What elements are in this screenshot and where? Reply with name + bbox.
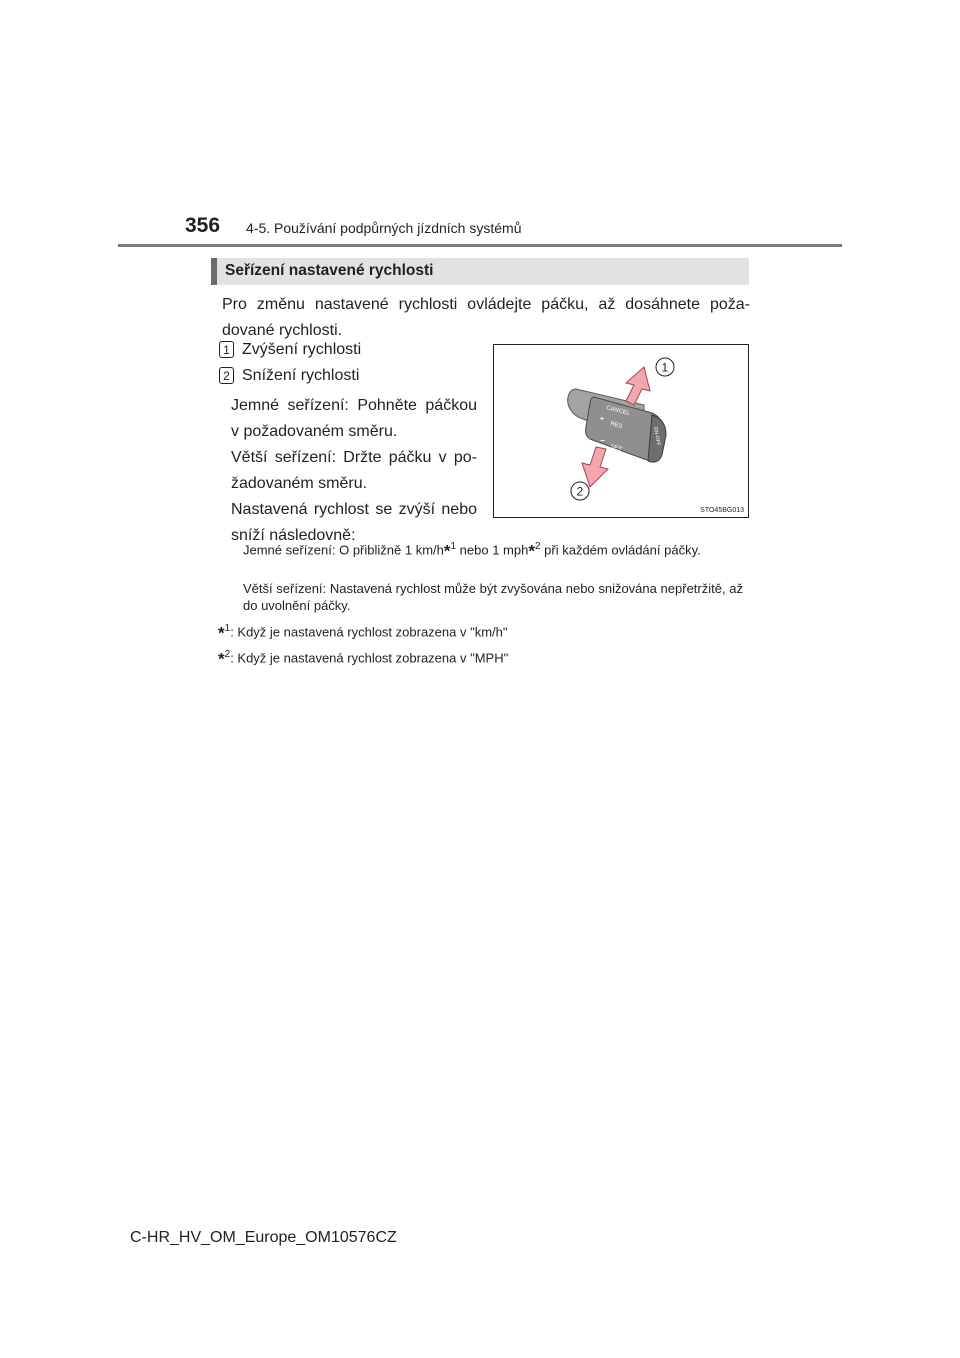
plus-label: + (600, 416, 605, 423)
fine-adjust-paragraph: Jemné seřízení: Pohněte páčkou v požadovaném směru. (231, 397, 477, 440)
header-rule (118, 244, 842, 247)
fine-detail-c: při každém ovládání páčky. (544, 542, 701, 558)
onoff-label: ON·OFF (652, 426, 662, 447)
increase-arrow (626, 367, 650, 405)
lever-diagram (494, 345, 748, 517)
lever-illustration (493, 344, 749, 518)
step-2-label: Snížení rychlosti (242, 367, 360, 384)
step-1-label: Zvýšení rychlosti (242, 341, 362, 358)
callout-2: 2 (576, 484, 584, 499)
cancel-label: CANCEL (605, 405, 631, 418)
footer-doc-id: C-HR_HV_OM_Europe_OM10576CZ (130, 1229, 397, 1246)
chapter-title: 4-5. Používání podpůrných jízdních systémů (246, 220, 522, 236)
footnote-1-num: 1 (224, 623, 231, 634)
footnote-1-text: : Když je nastavená rychlost zobrazena v "km/h" (230, 624, 508, 640)
result-paragraph: Nastavená rychlost se zvýší nebo sníží následovně: (231, 501, 477, 544)
footnote-2-text: : Když je nastavená rychlost zobrazena v "MPH" (230, 650, 509, 666)
minus-label: − (600, 436, 605, 445)
decrease-arrow (582, 447, 608, 487)
intro-paragraph: Pro změnu nastavené rychlosti ovládejte páčku, až dosáhnete poža-dované rychlosti. (222, 296, 750, 339)
fine-adjust-detail (243, 538, 743, 559)
res-label: RES (609, 421, 623, 431)
footnote-1 (218, 620, 508, 641)
fine-detail-a: Jemné seřízení: O přibližně 1 km/h (243, 542, 444, 558)
footnote-ref-1: 1 (450, 541, 457, 552)
footnote-2 (218, 646, 508, 667)
footnote-2-mark: * (218, 649, 225, 669)
step-1-badge: 1 (219, 341, 234, 358)
section-heading-accent (211, 258, 217, 285)
page-number: 356 (185, 214, 221, 237)
section-heading (211, 258, 749, 285)
figure-code: STO45BG013 (700, 507, 744, 514)
footnote-ref-2: 2 (534, 541, 541, 552)
callout-1: 1 (661, 360, 669, 375)
set-label: SET (609, 444, 623, 453)
footnote-1-mark: * (218, 623, 225, 643)
step-2-badge: 2 (219, 367, 234, 384)
footnote-star-2: * (528, 541, 535, 561)
fine-detail-b: nebo 1 mph (459, 542, 529, 558)
footnote-star-1: * (443, 541, 451, 561)
section-title: Seřízení nastavené rychlosti (225, 262, 434, 279)
footnote-2-num: 2 (224, 649, 231, 660)
coarse-adjust-paragraph: Větší seřízení: Držte páčku v po-žadovaném směru. (231, 449, 477, 492)
coarse-adjust-detail: Větší seřízení: Nastavená rychlost může být zvyšována nebo snižována nepřetržitě, až do uvolnění páčky. (243, 581, 743, 613)
